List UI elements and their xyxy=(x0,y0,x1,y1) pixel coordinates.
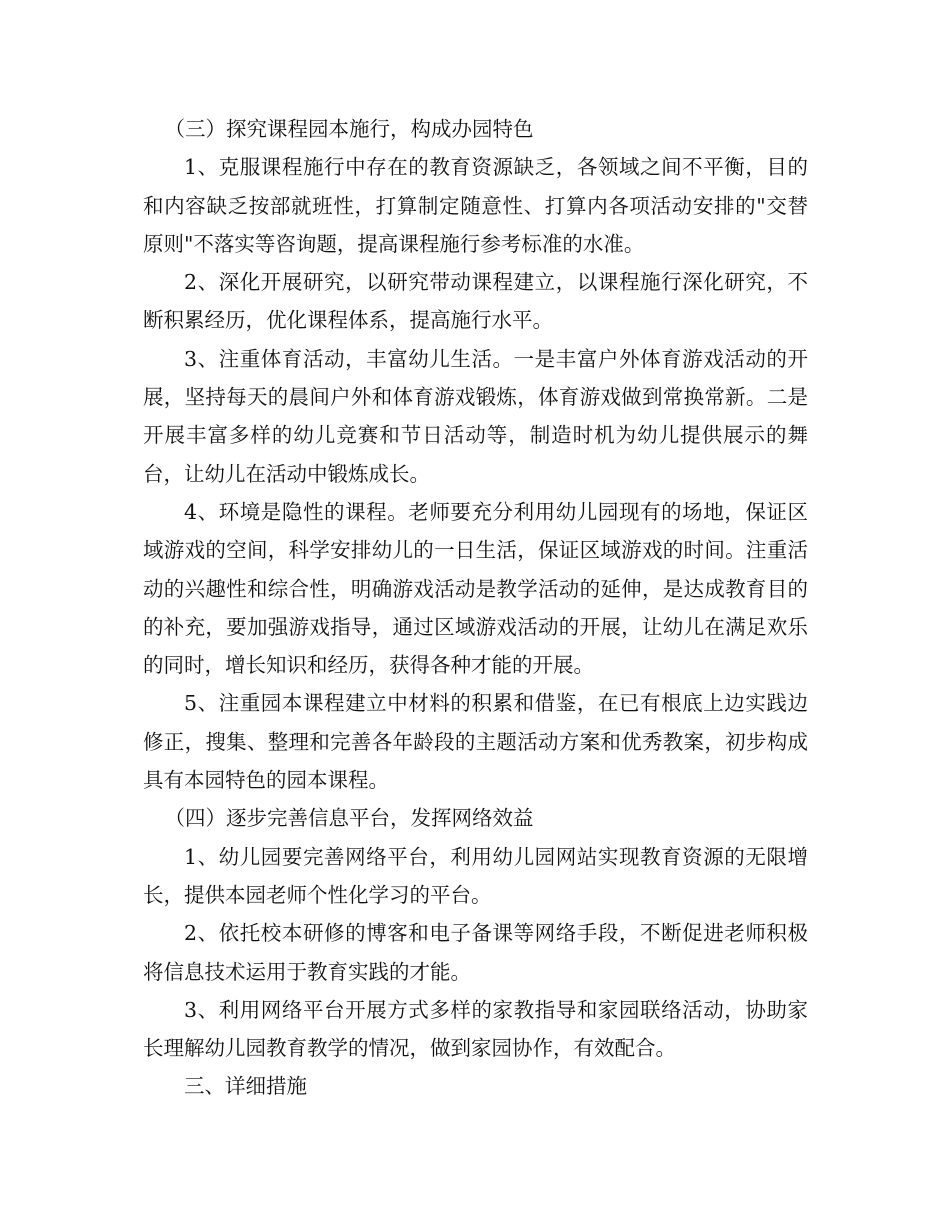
section-heading-4: （四）逐步完善信息平台，发挥网络效益 xyxy=(164,806,534,831)
section-heading-3: （三）探究课程园本施行，构成办园特色 xyxy=(164,117,534,141)
paragraph-3-1: 1、克服课程施行中存在的教育资源缺乏，各领域之间不平衡，目的和内容缺乏按部就班性，打算制定随意性、打算内各项活动安排的"交替原则"不落实等咨询题，提高课程施行参考标准的水准。 xyxy=(143,155,808,256)
part-heading-3: 三、详细措施 xyxy=(184,1074,307,1099)
paragraph-3-2: 2、深化开展研究，以研究带动课程建立，以课程施行深化研究，不断积累经历，优化课程体系，提高施行水平。 xyxy=(143,270,808,333)
paragraph-4-2: 2、依托校本研修的博客和电子备课等网络手段，不断促进老师积极将信息技术运用于教育实践的才能。 xyxy=(143,921,808,984)
paragraph-3-3: 3、注重体育活动，丰富幼儿生活。一是丰富户外体育游戏活动的开展，坚持每天的晨间户外和体育游戏锻炼，体育游戏做到常换常新。二是开展丰富多样的幼儿竞赛和节日活动等，制造时机为幼儿提供展示的舞台，让幼儿在活动中锻炼成长。 xyxy=(143,346,808,486)
document-page xyxy=(143,110,808,1106)
paragraph-4-3: 3、利用网络平台开展方式多样的家教指导和家园联络活动，协助家长理解幼儿园教育教学的情况，做到家园协作，有效配合。 xyxy=(143,997,808,1061)
paragraph-4-1: 1、幼儿园要完善网络平台，利用幼儿园网站实现教育资源的无限增长，提供本园老师个性化学习的平台。 xyxy=(143,844,808,907)
paragraph-3-4: 4、环境是隐性的课程。老师要充分利用幼儿园现有的场地，保证区域游戏的空间，科学安排幼儿的一日生活，保证区域游戏的时间。注重活动的兴趣性和综合性，明确游戏活动是教学活动的延伸，是达成教育目的的补充，要加强游戏指导，通过区域游戏活动的开展，让幼儿在满足欢乐的同时，增长知识和经历，获得各种才能的开展。 xyxy=(143,499,808,678)
paragraph-3-5: 5、注重园本课程建立中材料的积累和借鉴，在已有根底上边实践边修正，搜集、整理和完善各年龄段的主题活动方案和优秀教案，初步构成具有本园特色的园本课程。 xyxy=(143,691,808,793)
